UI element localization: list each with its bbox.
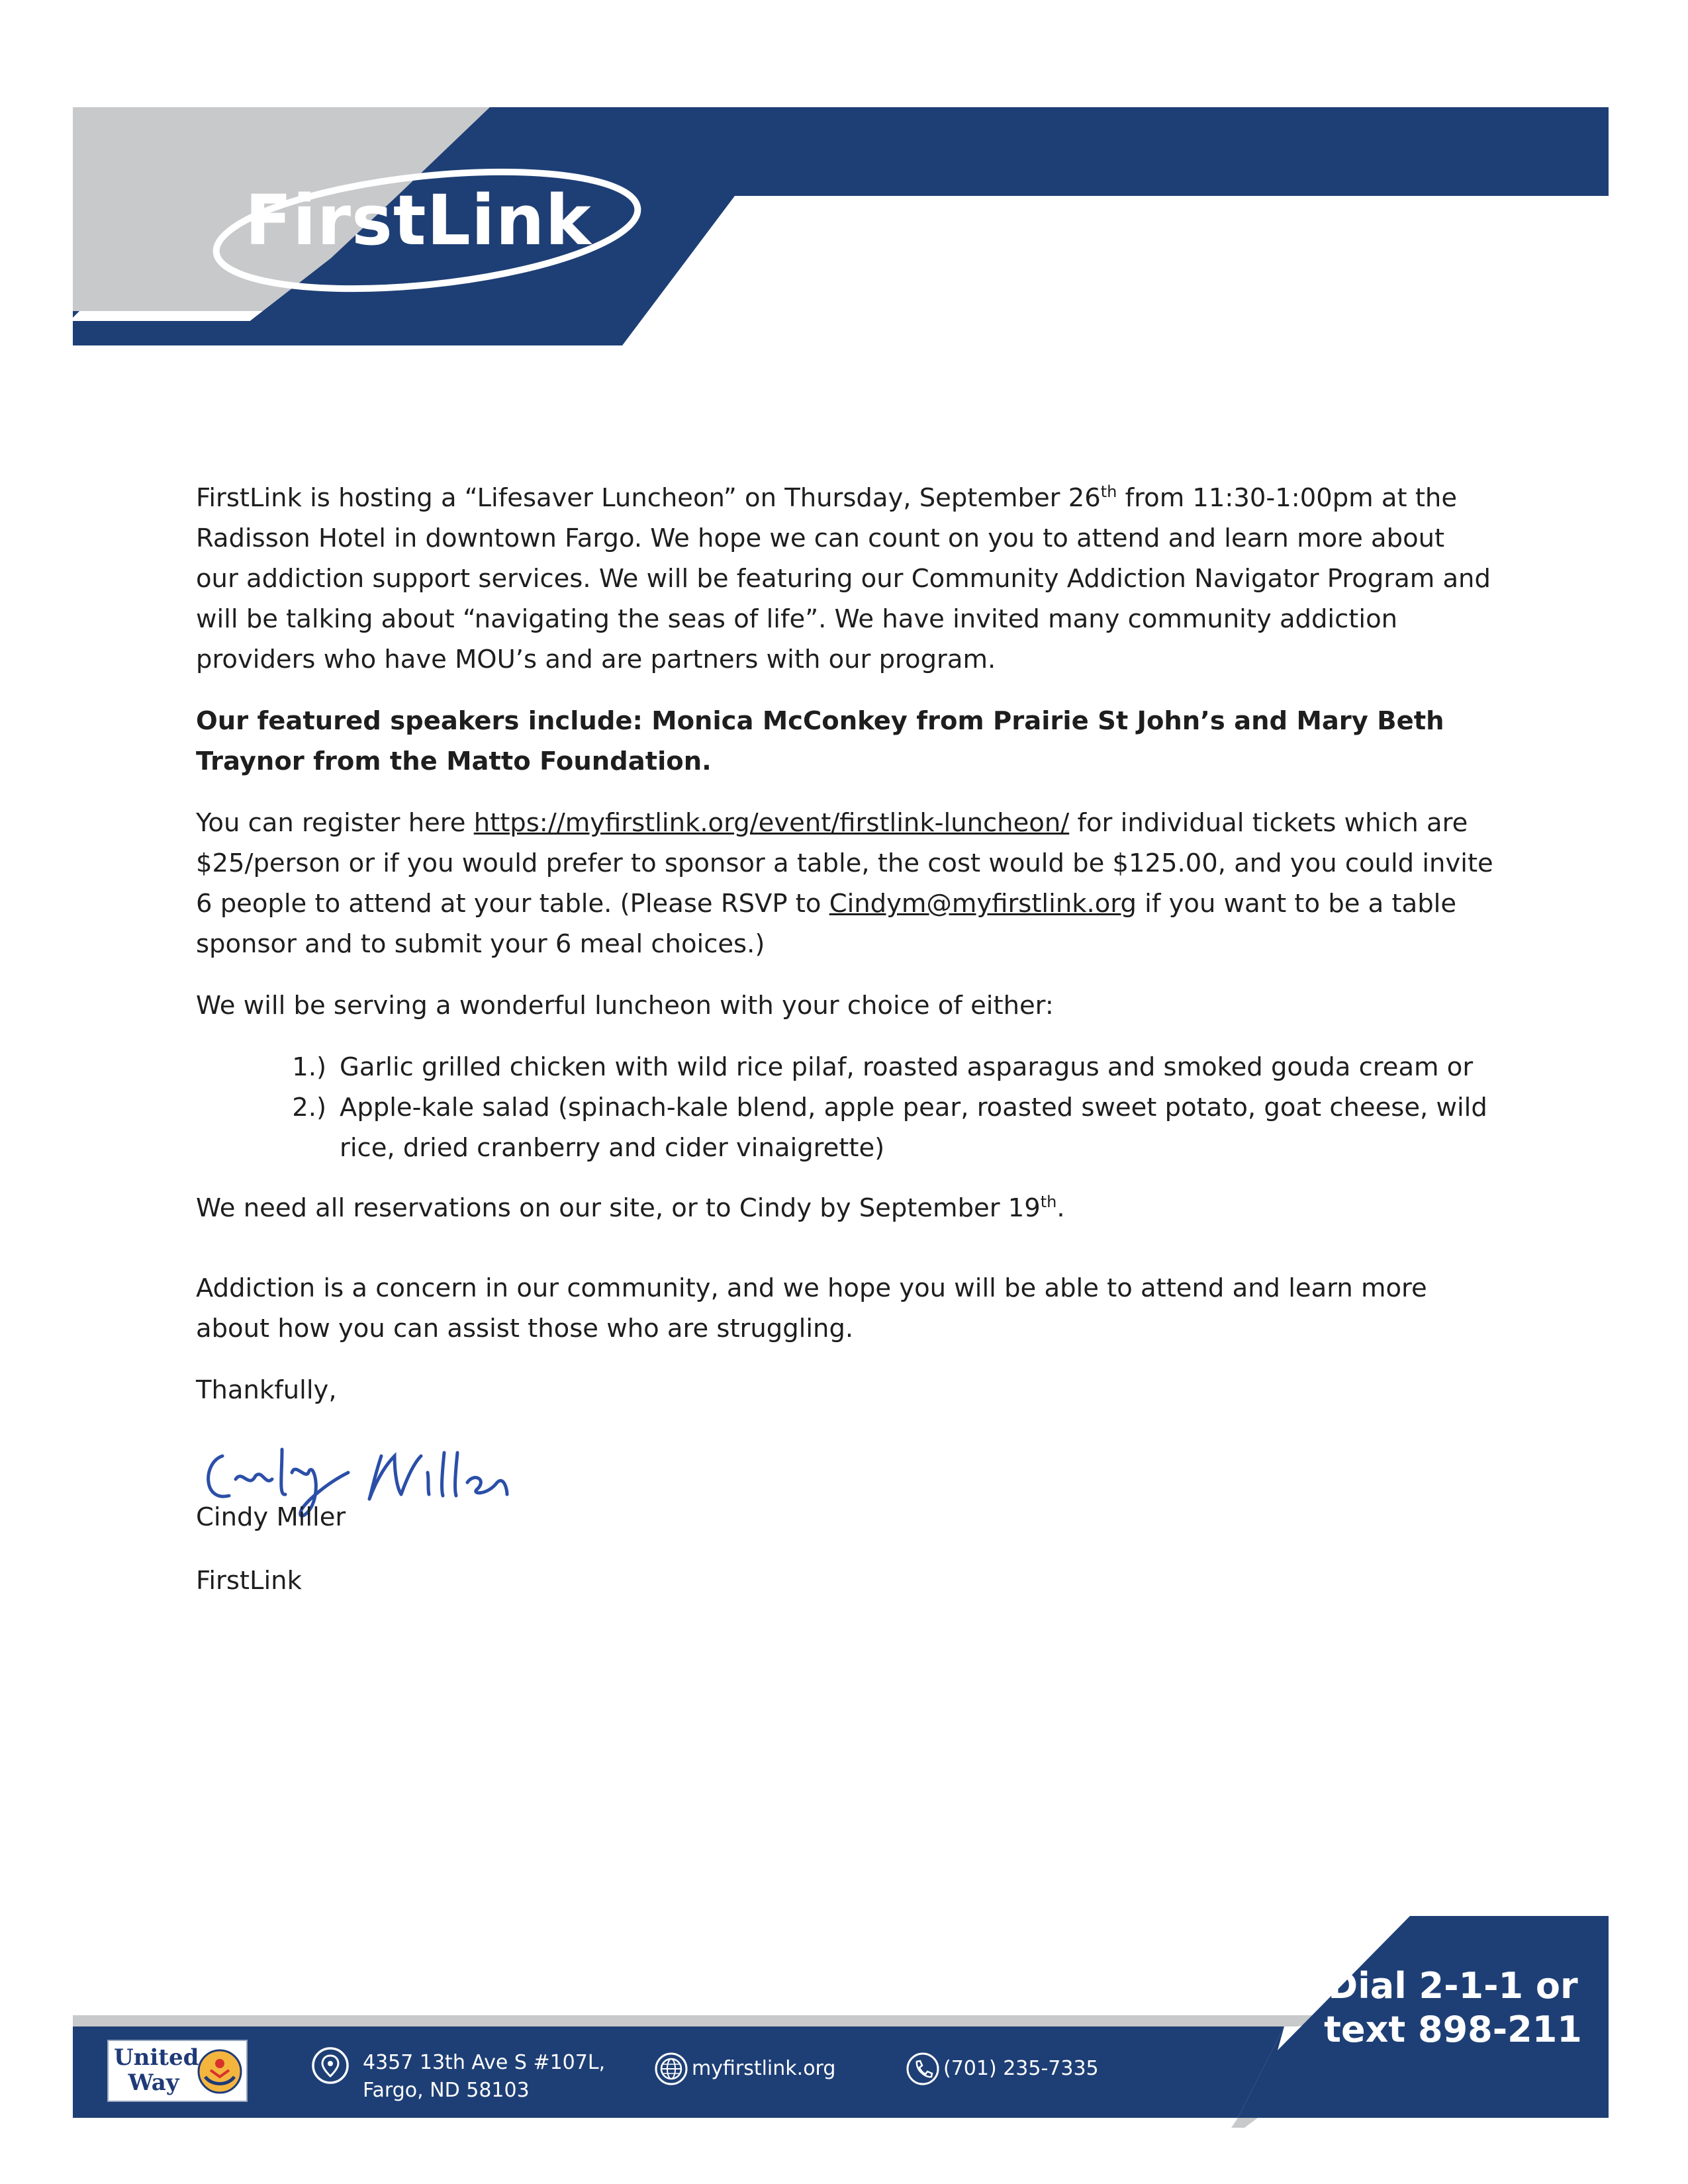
dial-211-callout: Dial 2-1-1 or text 898-211 bbox=[1324, 1965, 1582, 2050]
address: 4357 13th Ave S #107L, Fargo, ND 58103 bbox=[363, 2051, 606, 2102]
rsvp-email-link[interactable]: Cindym@myfirstlink.org bbox=[829, 889, 1137, 919]
website-link[interactable]: myfirstlink.org bbox=[692, 2057, 836, 2080]
menu-intro: We will be serving a wonderful luncheon with your choice of either: bbox=[196, 991, 1054, 1021]
closing-paragraph: Addiction is a concern in our community, and we hope you will be able to attend and learn more about how you can assist those who are struggling. bbox=[196, 1273, 1427, 1343]
list-item: 1.) Garlic grilled chicken with wild rice pilaf, roasted asparagus and smoked gouda cream or bbox=[292, 1052, 1474, 1082]
header-band bbox=[0, 0, 1688, 357]
closing-salutation: Thankfully, bbox=[196, 1375, 337, 1405]
signatory-name: Cindy Miller bbox=[196, 1502, 346, 1532]
intro-paragraph: FirstLink is hosting a “Lifesaver Luncheon” on Thursday, September 26th from 11:30-1:00pm at the Radisson Hotel in downtown Fargo. We hope we can count on you to attend and learn more about our addiction support services. We will be featuring our Community Addiction Navigator Program and will be talking about “navigating the seas of life”. We have invited many community addiction providers who have MOU’s and are partners with our program. bbox=[196, 482, 1491, 674]
footer-gray-strip bbox=[73, 2015, 1357, 2026]
registration-paragraph: You can register here https://myfirstlink.org/event/firstlink-luncheon/ for individual tickets which are $25/person or if you would prefer to sponsor a table, the cost would be $125.00, and you could invite 6 people to attend at your table. (Please RSVP to Cindym@myfirstlink.org if you want to be a table sponsor and to submit your 6 meal choices.) bbox=[196, 808, 1493, 959]
phone-number[interactable]: (701) 235-7335 bbox=[943, 2057, 1099, 2080]
registration-link[interactable]: https://myfirstlink.org/event/firstlink-luncheon/ bbox=[473, 808, 1070, 838]
speakers-paragraph: Our featured speakers include: Monica McConkey from Prairie St John’s and Mary Beth Traynor from the Matto Foundation. bbox=[196, 706, 1444, 776]
united-way-logo: United Way bbox=[107, 2040, 248, 2102]
globe-icon bbox=[654, 2052, 688, 2086]
signatory-organization: FirstLink bbox=[196, 1566, 302, 1596]
united-way-hand-icon bbox=[196, 2048, 244, 2095]
phone-icon bbox=[906, 2052, 940, 2086]
letter-body bbox=[196, 478, 1493, 1432]
deadline-paragraph: We need all reservations on our site, or to Cindy by September 19th. bbox=[196, 1193, 1065, 1223]
list-item: 2.) Apple-kale salad (spinach-kale blend, apple pear, roasted sweet potato, goat cheese, wild rice, dried cranberry and cider vinaigrette) bbox=[292, 1093, 1487, 1163]
logo: FirstLink bbox=[245, 180, 592, 261]
footer-bottom-gray bbox=[1231, 2118, 1258, 2128]
header-navy-band-shadow bbox=[73, 311, 79, 318]
location-pin-icon bbox=[311, 2046, 350, 2085]
menu-list bbox=[196, 1047, 1493, 1168]
